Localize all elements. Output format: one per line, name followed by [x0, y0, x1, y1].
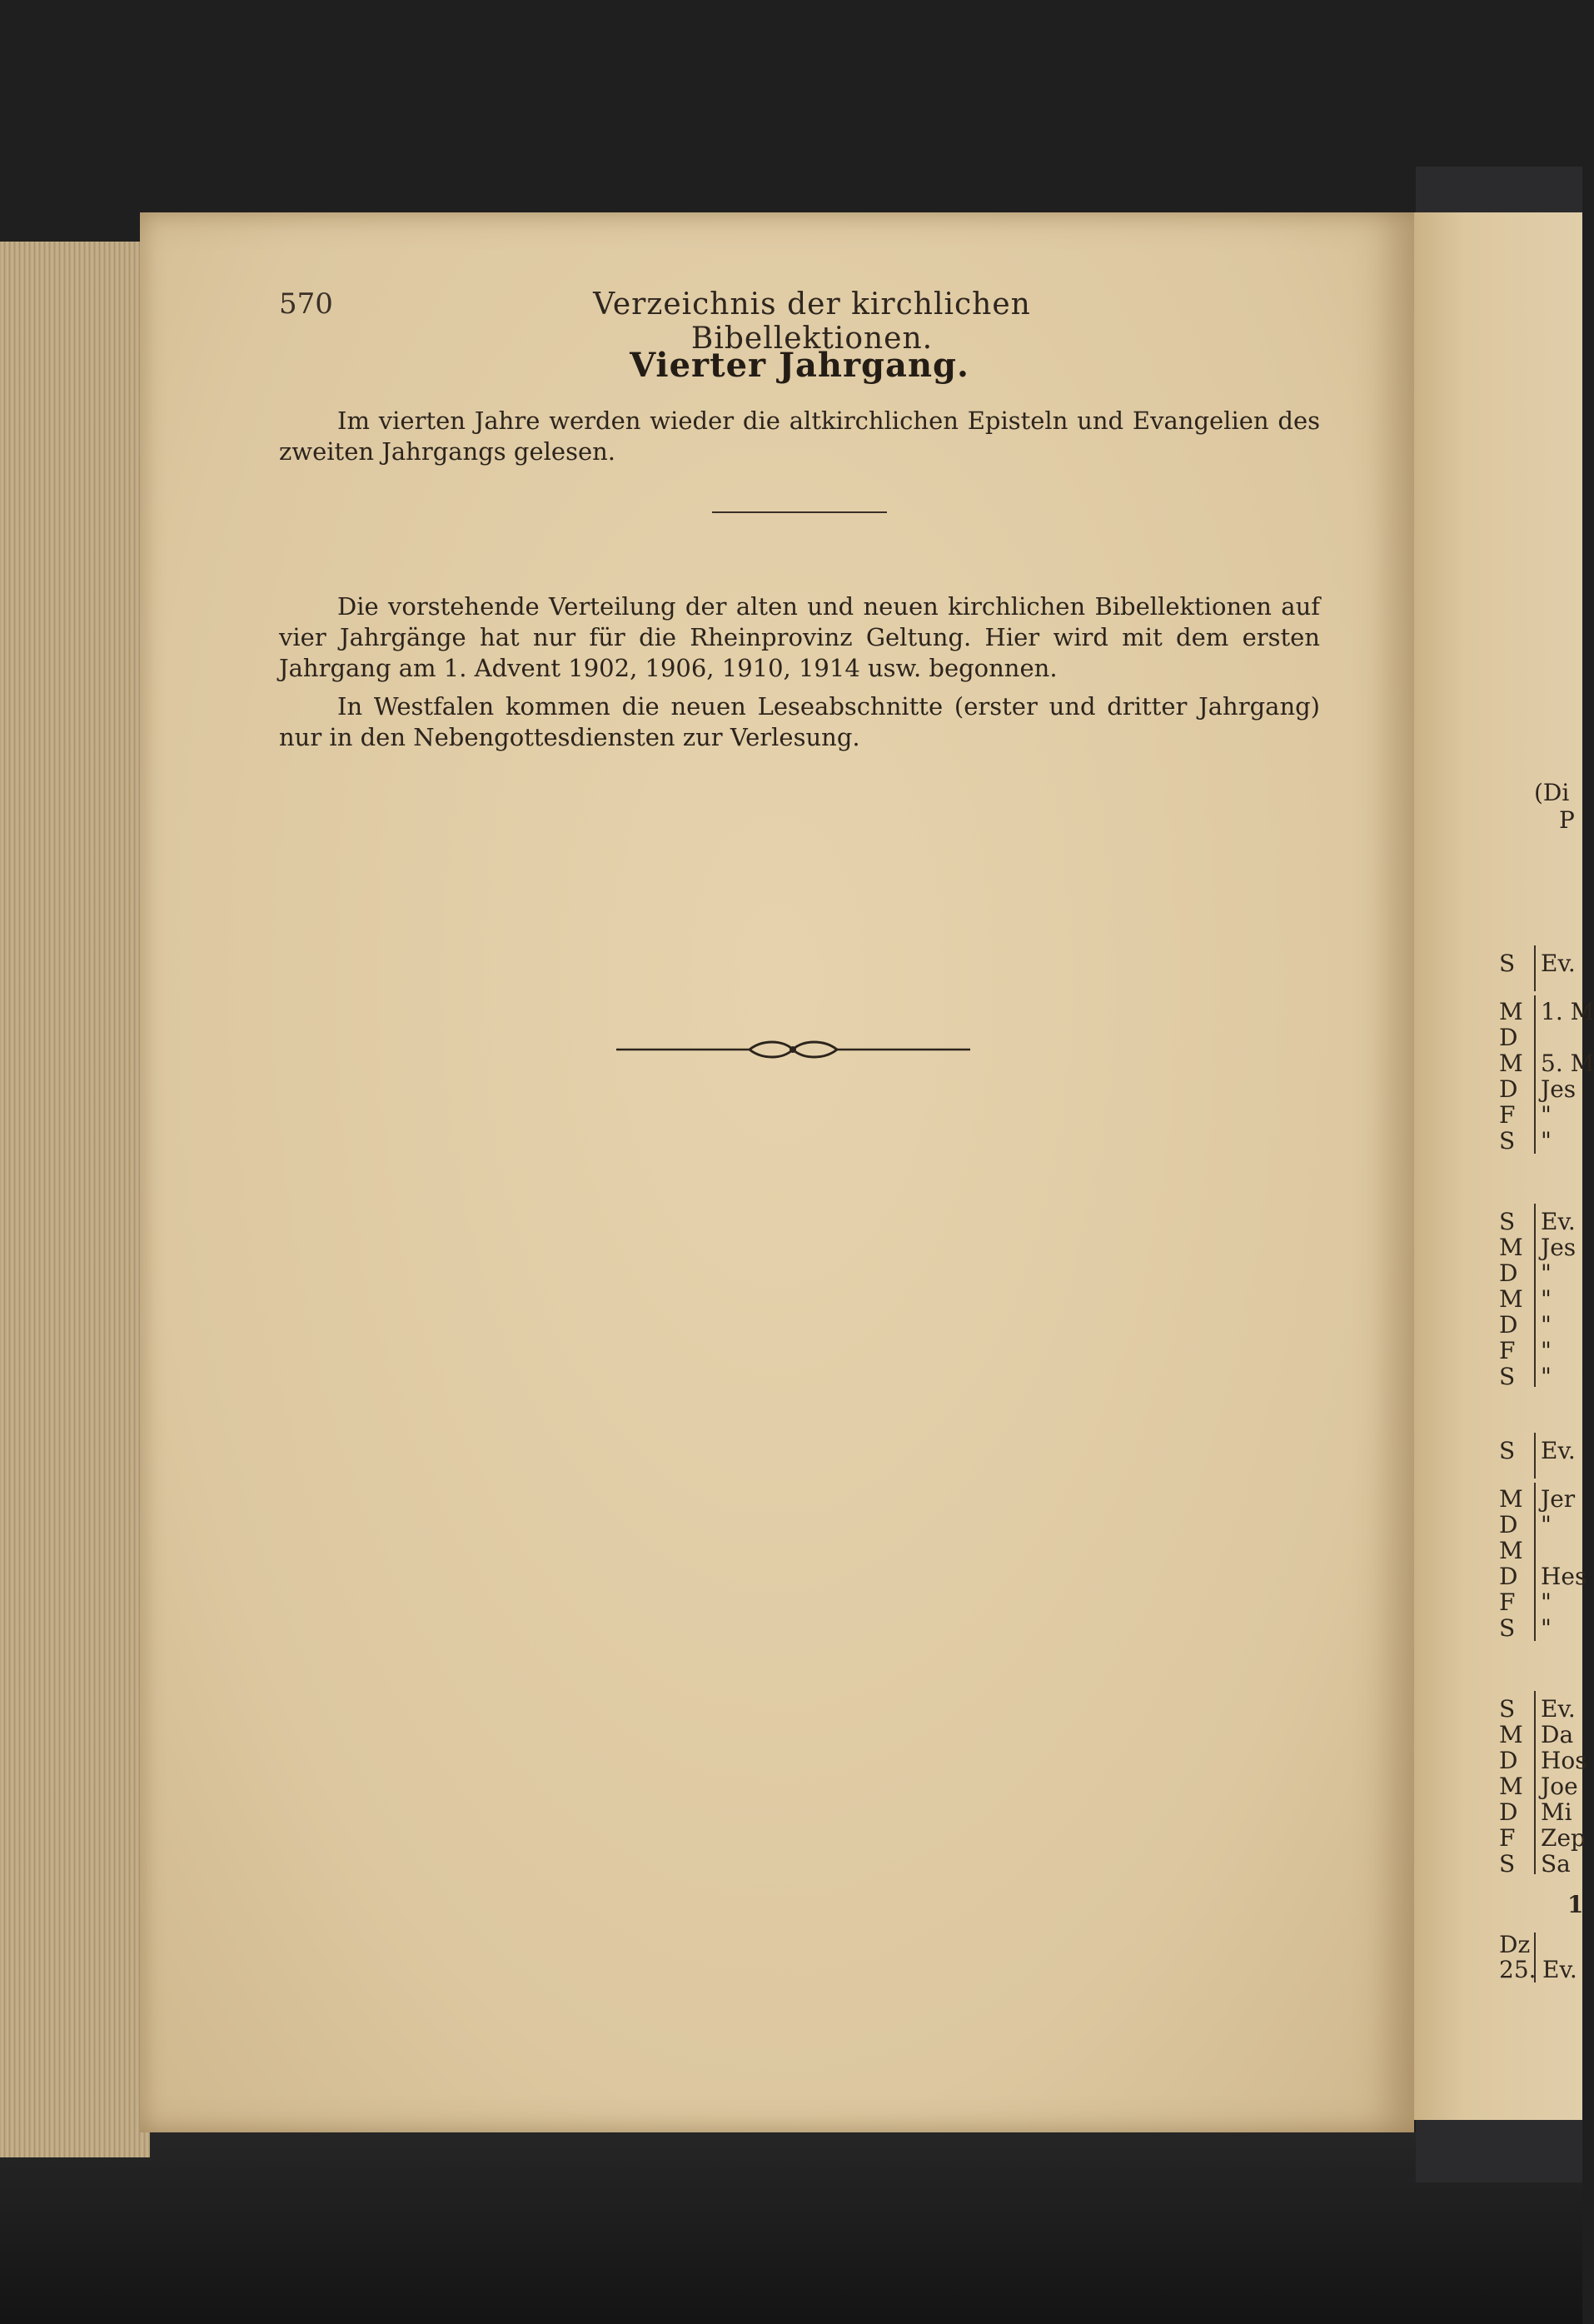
weekday-letter: M	[1499, 1234, 1523, 1261]
weekday-letter: F	[1499, 1337, 1516, 1364]
column-rule	[1534, 1483, 1536, 1641]
lection-entry: Jes	[1541, 1234, 1577, 1261]
lection-entry: "	[1541, 1311, 1552, 1339]
divider-rule	[712, 511, 887, 513]
weekday-letter: M	[1499, 998, 1523, 1025]
lection-entry: "	[1541, 1101, 1552, 1129]
lection-entry: Ev.	[1541, 1695, 1576, 1723]
lection-entry: Ev.	[1541, 950, 1576, 977]
background-dark-bottom	[0, 2132, 1582, 2324]
lection-entry: Zep	[1541, 1824, 1586, 1852]
weekday-letter: D	[1499, 1563, 1518, 1590]
weekday-letter: S	[1499, 1208, 1516, 1235]
column-rule	[1534, 1433, 1536, 1479]
running-title: Verzeichnis der kirchlichen Bibellektionen.	[593, 287, 1031, 356]
lection-entry: Ev.	[1541, 1208, 1576, 1235]
right-page-fragment: (Di	[1534, 779, 1570, 806]
right-page-month: Dz	[1499, 1931, 1531, 1958]
end-ornament	[616, 1033, 970, 1066]
weekday-letter: M	[1499, 1537, 1523, 1564]
page-number: 570	[279, 287, 333, 321]
column-rule	[1534, 945, 1536, 991]
weekday-letter: M	[1499, 1721, 1523, 1748]
lection-entry: "	[1541, 1259, 1552, 1287]
weekday-letter: M	[1499, 1485, 1523, 1513]
left-page	[140, 212, 1414, 2132]
weekday-letter: M	[1499, 1773, 1523, 1800]
weekday-letter: D	[1499, 1075, 1518, 1103]
weekday-letter: S	[1499, 1695, 1516, 1723]
lection-entry: Mi	[1541, 1798, 1572, 1826]
weekday-letter: D	[1499, 1747, 1518, 1774]
paragraph-rheinprovinz: Die vorstehende Verteilung der alten und neuen kirchlichen Bibellektionen auf vier Jahrgänge hat nur für die Rheinprovinz Geltung. Hier wird mit dem ersten Jahrgang am 1. Advent 1902, 1906, 1910, 1914 usw. begonnen.	[279, 592, 1320, 682]
weekday-letter: S	[1499, 1127, 1516, 1155]
weekday-letter: S	[1499, 1437, 1516, 1464]
lection-entry: Joe	[1541, 1773, 1578, 1800]
lection-entry: "	[1541, 1588, 1552, 1616]
weekday-letter: D	[1499, 1259, 1518, 1287]
lection-entry: Sa	[1541, 1850, 1571, 1878]
right-page-entry: Ev.	[1542, 1956, 1577, 1983]
paragraph-intro: Im vierten Jahre werden wieder die altkirchlichen Episteln und Evangelien des zweiten Jahrgangs gelesen.	[279, 406, 1320, 466]
lection-entry: 5. M	[1541, 1050, 1594, 1077]
lection-entry: Ev.	[1541, 1437, 1576, 1464]
weekday-letter: M	[1499, 1285, 1523, 1313]
lection-entry: 1. M	[1541, 998, 1594, 1025]
weekday-letter: S	[1499, 1850, 1516, 1878]
paragraph-westfalen: In Westfalen kommen die neuen Leseabschnitte (erster und dritter Jahrgang) nur in den Nebengottesdiensten zur Verlesung.	[279, 692, 1320, 751]
column-rule	[1534, 1691, 1536, 1874]
lection-entry: "	[1541, 1614, 1552, 1642]
lection-entry: "	[1541, 1511, 1552, 1539]
lection-entry: "	[1541, 1337, 1552, 1364]
weekday-letter: F	[1499, 1824, 1516, 1852]
page-header	[279, 287, 1320, 356]
weekday-letter: S	[1499, 950, 1516, 977]
lection-entry: Da	[1541, 1721, 1574, 1748]
column-rule	[1534, 1204, 1536, 1387]
weekday-letter: D	[1499, 1024, 1518, 1051]
weekday-letter: F	[1499, 1588, 1516, 1616]
weekday-letter: D	[1499, 1798, 1518, 1826]
weekday-letter: M	[1499, 1050, 1523, 1077]
weekday-letter: S	[1499, 1363, 1516, 1390]
lection-entry: Jes	[1541, 1075, 1577, 1103]
column-rule	[1534, 995, 1536, 1154]
weekday-letter: S	[1499, 1614, 1516, 1642]
lection-entry: Hos	[1541, 1747, 1587, 1774]
section-heading: Vierter Jahrgang.	[630, 346, 969, 385]
weekday-letter: F	[1499, 1101, 1516, 1129]
right-page-date: 25.	[1499, 1956, 1537, 1983]
right-page-fragment-2: P	[1559, 806, 1575, 834]
lection-entry: "	[1541, 1127, 1552, 1155]
lection-entry: Hes	[1541, 1563, 1587, 1590]
right-page-number: 1	[1567, 1891, 1584, 1918]
weekday-letter: D	[1499, 1511, 1518, 1539]
lection-entry: "	[1541, 1363, 1552, 1390]
lection-entry: Jer	[1541, 1485, 1576, 1513]
weekday-letter: D	[1499, 1311, 1518, 1339]
page-edges	[0, 242, 150, 2157]
lection-entry: "	[1541, 1285, 1552, 1313]
